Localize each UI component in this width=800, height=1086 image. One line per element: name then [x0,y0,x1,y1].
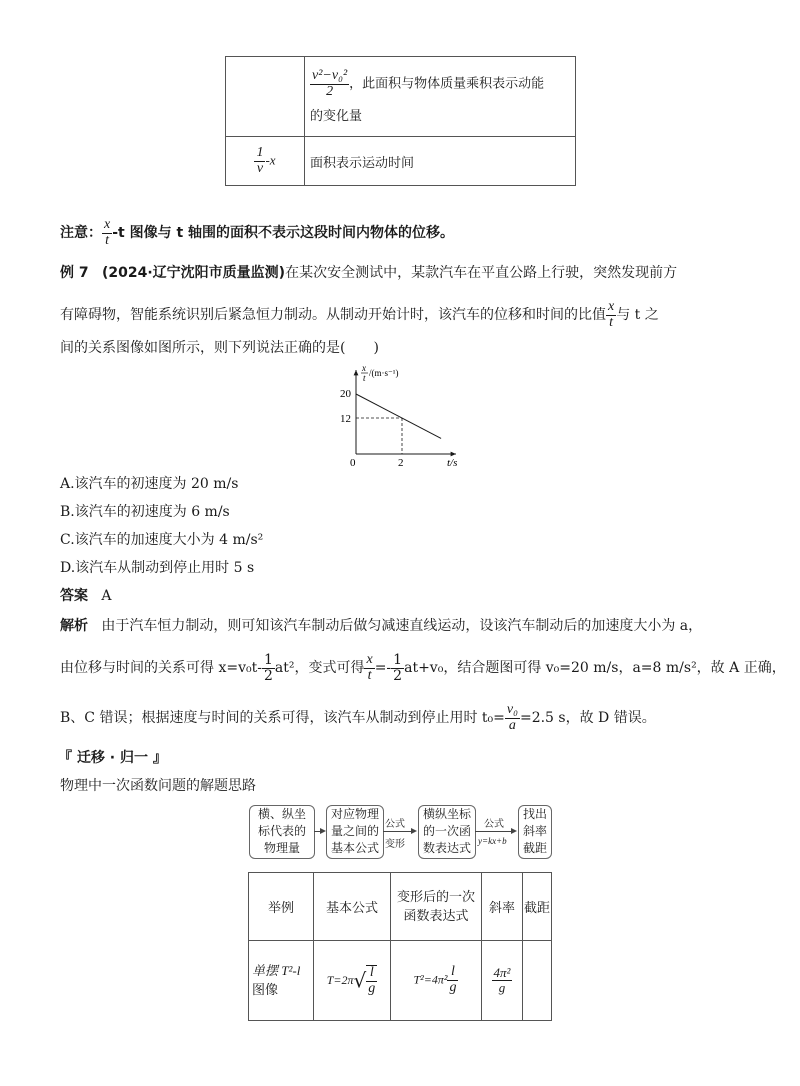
cell-pendulum-linear: T²=4π² $\frac{l}{g}$ [391,941,482,1021]
flow-box-slope: 找出 斜率 截距 [518,805,552,859]
flow-box-axes: 横、纵坐 标代表的 物理量 [249,805,315,859]
xt-graph [330,362,470,470]
y-label-num: x [362,363,366,373]
analysis-line-1: 解析 由于汽车恒力制动，则可知该汽车制动后做匀减速直线运动，设该汽车制动后的加速度大小为 a， [60,618,703,634]
y-tick-12: 12 [340,413,351,425]
top-table-cell-empty [226,57,305,137]
section-subtitle: 物理中一次函数问题的解题思路 [60,778,256,794]
top-table-cell-time-desc: 面积表示运动时间 [305,137,576,186]
cell-pendulum-slope: $\frac{\text{4π²}}{g}$ [482,941,523,1021]
example-line-2: 有障碍物，智能系统识别后紧急恒力制动。从制动开始计时，该汽车的位移和时间的比值 $\frac{x}{t}$ 与 t 之 [60,299,659,330]
bottom-table [248,872,552,1021]
header-example: 举例 [249,873,314,941]
example-line-1: 例 7 (2024·辽宁沈阳市质量监测)在某次安全测试中，某款汽车在平直公路上行驶，突然发现前方 [60,265,678,281]
y-label-unit: /(m·s⁻¹) [369,368,399,378]
flow-arrow-2 [411,828,417,834]
flow-arrow-2-top: 公式 [385,819,405,830]
flow-arrow-2-bottom: 变形 [385,839,405,850]
series-line [356,394,441,438]
header-basic-formula: 基本公式 [314,873,391,941]
analysis-line-3: B、C 错误；根据速度与时间的关系可得，该汽车从制动到停止用时 t₀= $\frac{\text{v₀}}{a}$ =2.5 s，故 D 错误。 [60,702,656,733]
x-tick-2: 2 [398,457,404,469]
example-source: (2024·辽宁沈阳市质量监测) [101,265,286,281]
flow-arrow-3-top: 公式 [484,819,504,830]
kinetic-formula: $\frac{\text{v²−v₀²}}{2}$ [312,67,348,99]
example-line-3: 间的关系图像如图所示，则下列说法正确的是( ) [60,340,379,356]
flow-box-formula: 对应物理 量之间的 基本公式 [326,805,384,859]
top-table-cell-label: $\frac{1}{v}$ -x [226,137,305,186]
option-c: C.该汽车的加速度大小为 4 m/s² [60,532,264,548]
flow-arrow-3 [511,828,517,834]
top-table [225,56,576,186]
answer-line: 答案 A [60,588,112,604]
cell-pendulum-formula: T=2π√ $\frac{l}{g}$ [314,941,391,1021]
header-slope: 斜率 [482,873,523,941]
flow-box-linear: 横纵坐标 的一次函 数表达式 [418,805,476,859]
origin-label: 0 [350,457,356,469]
x-axis-label: t/s [447,457,458,469]
option-d: D.该汽车从制动到停止用时 5 s [60,560,255,576]
header-intercept: 截距 [523,873,552,941]
y-label-den: t [363,373,366,383]
flow-arrow-3-bottom: y=kx+b [478,836,507,846]
y-tick-20: 20 [340,388,351,400]
option-a: A.该汽车的初速度为 20 m/s [60,476,239,492]
cell-pendulum-intercept [523,941,552,1021]
top-table-cell-area-desc: $\frac{\text{v²−v₀²}}{2}$ ，此面积与物体质量乘积表示动能 的变化量 [305,57,576,137]
header-linear-form: 变形后的一次 函数表达式 [391,873,482,941]
note-line: 注意： $\frac{x}{t}$ -t 图像与 t 轴围的面积不表示这段时间内物体的位移。 [60,217,455,248]
section-title: 『 迁移 · 归一 』 [58,750,167,766]
option-b: B.该汽车的初速度为 6 m/s [60,504,230,520]
cell-pendulum: 单摆 T²-l 图像 [249,941,314,1021]
analysis-line-2: 由位移与时间的关系可得 x=v₀t- $\frac{1}{2}$ at²，变式可得 $\frac{x}{t}$ =- $\frac{1}{2}$ at+v₀，结合题图可得 v₀=20 m/s，a=8 m/s²，故 A 正确， [60,652,786,684]
